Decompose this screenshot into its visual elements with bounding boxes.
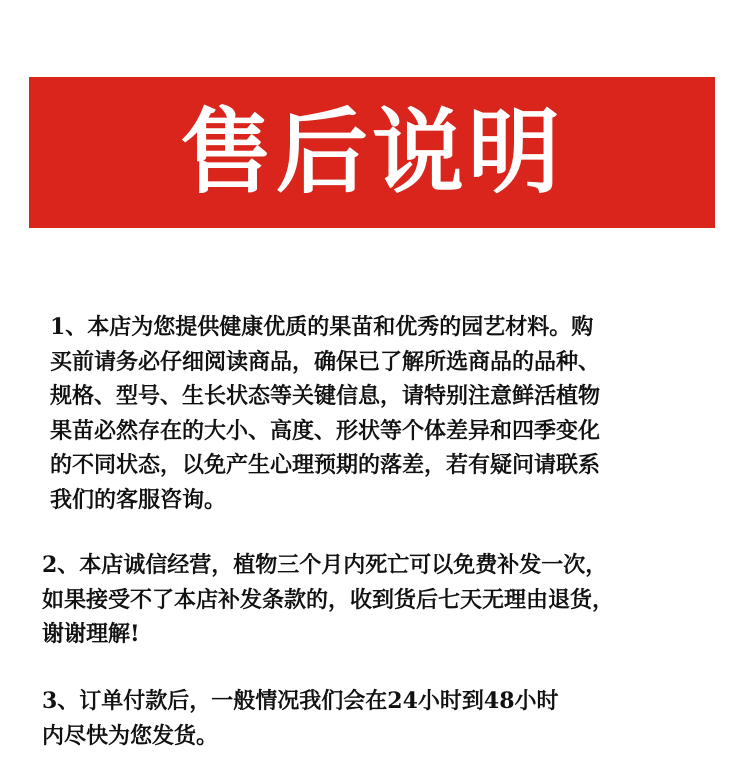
paragraph-line: 买前请务必仔细阅读商品，确保已了解所选商品的品种、 bbox=[50, 348, 601, 375]
policy-paragraph-2 bbox=[42, 548, 614, 652]
paragraph-line: 1、本店为您提供健康优质的果苗和优秀的园艺材料。购 bbox=[50, 314, 594, 340]
page-title: 售后说明 bbox=[179, 98, 564, 206]
title-banner bbox=[29, 77, 715, 228]
paragraph-line: 2、本店诚信经营，植物三个月内死亡可以免费补发一次， bbox=[42, 552, 608, 578]
paragraph-line: 3、订单付款后，一般情况我们会在24小时到48小时 bbox=[42, 688, 559, 714]
paragraph-line: 规格、型号、生长状态等关键信息，请特别注意鲜活植物 bbox=[50, 383, 601, 409]
paragraph-line: 如果接受不了本店补发条款的，收到货后七天无理由退货， bbox=[42, 586, 615, 613]
paragraph-line: 我们的客服咨询。 bbox=[50, 486, 227, 513]
policy-paragraph-3 bbox=[42, 684, 559, 753]
paragraph-line: 果苗必然存在的大小、高度、形状等个体差异和四季变化 bbox=[50, 417, 601, 444]
paragraph-line: 的不同状态，以免产生心理预期的落差，若有疑问请联系 bbox=[50, 452, 601, 478]
policy-paragraph-1 bbox=[50, 310, 600, 517]
paragraph-line: 内尽快为您发货。 bbox=[42, 722, 219, 749]
paragraph-line: 谢谢理解! bbox=[42, 621, 140, 647]
